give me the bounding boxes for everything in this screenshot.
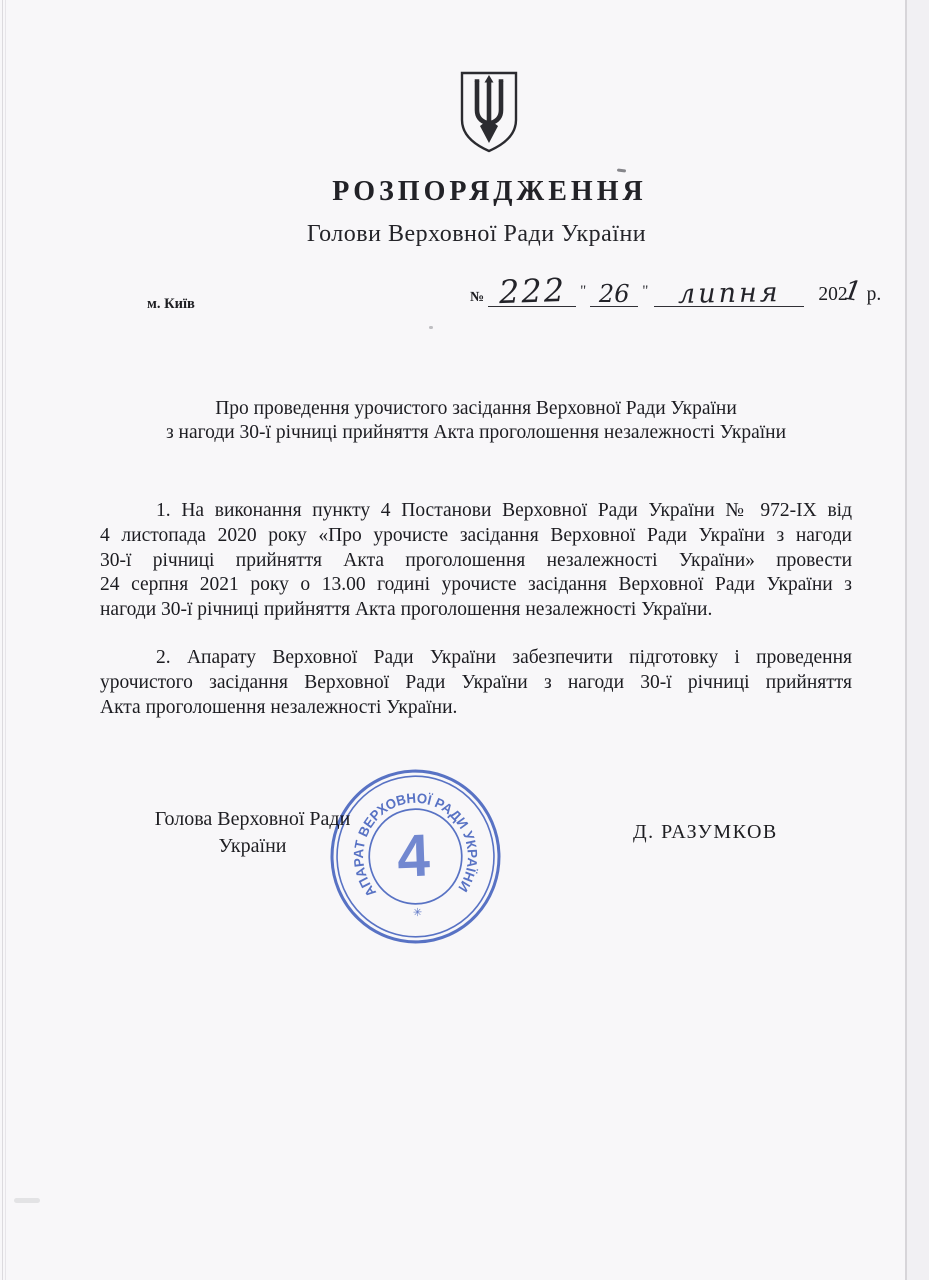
subject-line: з нагоди 30-ї річниці прийняття Акта проголошення незалежності України <box>165 422 787 443</box>
body-line: нагоди 30-ї річниці прийняття Акта проголошення незалежності України. <box>100 599 713 621</box>
document-number-field <box>488 270 576 312</box>
handwritten-year-digit: 1 <box>841 274 864 309</box>
number-and-date-line <box>470 270 882 312</box>
year-group <box>804 274 882 309</box>
paragraph <box>100 646 852 720</box>
number-sign-label: № <box>470 290 485 305</box>
signatory-position-line: України <box>218 835 287 857</box>
document-type-title: РОЗПОРЯДЖЕННЯ <box>332 176 647 207</box>
close-quote: " <box>642 283 649 299</box>
document-body <box>100 499 852 720</box>
document-issuer-subtitle: Голови Верховної Ради України <box>306 221 647 247</box>
round-official-stamp <box>326 765 505 948</box>
scan-artifact-speck <box>429 326 433 329</box>
body-line: 1. На виконання пункту 4 Постанови Верховної Ради України № 972-ІХ від <box>156 500 852 521</box>
body-line: 2. Апарату Верховної Ради України забезпечити підготовку і проведення <box>156 646 852 668</box>
scan-edge-line-left <box>2 0 3 1280</box>
scan-edge-line-left-2 <box>5 0 6 1280</box>
open-quote: " <box>580 283 587 299</box>
year-printed-prefix: 202 <box>818 284 848 305</box>
body-line: 24 серпня 2021 року о 13.00 годині урочисте засідання Верховної Ради України з <box>100 574 852 596</box>
year-suffix: р. <box>866 284 882 305</box>
handwritten-day: 26 <box>598 280 630 308</box>
handwritten-document-number: 222 <box>497 270 567 312</box>
handwritten-month: липня <box>677 277 781 310</box>
signatory-position-line: Голова Верховної Ради <box>154 808 351 830</box>
month-field <box>654 277 804 310</box>
scan-artifact-speck <box>14 1198 40 1203</box>
body-line: 30-ї річниці прийняття Акта проголошення незалежності України» провести <box>100 549 852 571</box>
stamp-bottom-star: ✳ <box>412 906 423 920</box>
day-field <box>590 280 638 308</box>
scan-artifact-speck <box>617 168 626 172</box>
body-line: 4 листопада 2020 року «Про урочисте засідання Верховної Ради України з нагоди <box>100 524 852 546</box>
body-line: урочистого засідання Верховної Ради України з нагоди 30-ї річниці прийняття <box>100 671 852 693</box>
body-line: Акта проголошення незалежності України. <box>100 696 458 718</box>
paragraph <box>100 499 852 623</box>
stamp-center-number: 4 <box>396 821 431 890</box>
signatory-name: Д. РАЗУМКОВ <box>633 821 778 843</box>
city-label: м. Київ <box>147 296 195 312</box>
document-subject <box>100 397 852 445</box>
stamp-circular-text: АПАРАТ ВЕРХОВНОЇ РАДИ УКРАЇНИ <box>351 790 480 900</box>
subject-line: Про проведення урочистого засідання Верховної Ради України <box>215 398 737 419</box>
ukraine-trident-emblem-icon <box>458 70 520 154</box>
